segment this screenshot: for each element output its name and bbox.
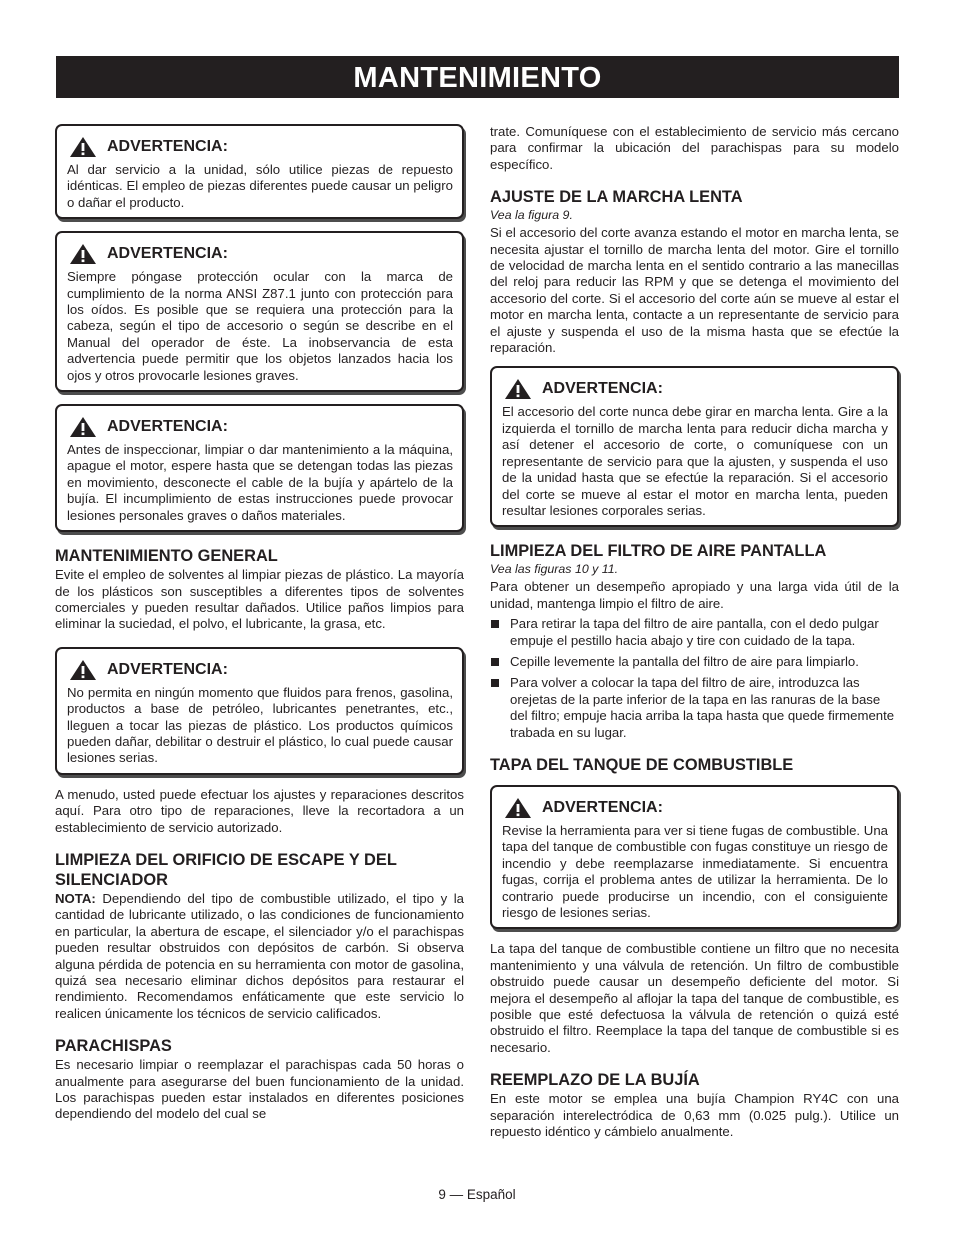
warning-triangle-icon <box>69 659 97 681</box>
page-footer: 9 — Español <box>438 1187 516 1202</box>
spark-arrestor-continued-text: trate. Comuníquese con el establecimiento de servicio más cercano para confirmar la ubicación del parachispas para su modelo específico. <box>490 124 899 172</box>
list-item <box>490 654 899 670</box>
warning-label: ADVERTENCIA: <box>542 380 663 398</box>
air-filter-text: Para obtener un desempeño apropiado y una larga vida útil de la unidad, mantenga limpio el filtro de aire. <box>490 579 899 611</box>
list-item-text: Para retirar la tapa del filtro de aire pantalla, con el dedo pulgar empuje el pestillo hacia abajo y tire con cuidado de la tapa. <box>510 616 879 648</box>
air-filter-steps <box>490 616 899 741</box>
warning-label: ADVERTENCIA: <box>107 245 228 263</box>
section-heading-spark-arrestor: PARACHISPAS <box>55 1037 172 1056</box>
exhaust-note-body: Dependiendo del tipo de combustible utilizado, el tipo y la cantidad de lubricante utilizado, o las condiciones de funcionamiento en particular, la abertura de escape, el silenciador y/o el parachispas pueden resultar obstruidos con depósitos de carbón. Si observa alguna pérdida de potencia en su herramienta con motor de gasolina, quizá sea necesario eliminar dichos depósitos para restaurar el rendimiento. Recomendamos enfáticamente que este servicio lo realicen únicamente los técnicos de servicio calificados. <box>55 890 464 1021</box>
section-heading-general-maintenance: MANTENIMIENTO GENERAL <box>55 547 278 566</box>
warning-text: No permita en ningún momento que fluidos para frenos, gasolina, productos a base de petróleo, lubricantes penetrantes, etc., lleguen a tocar las piezas de plástico. Los productos químicos pueden dañar, debilitar o destruir el plástico, lo cual puede causar lesiones serias. <box>67 684 453 766</box>
warning-text: Al dar servicio a la unidad, sólo utilice piezas de repuesto idénticas. El empleo de piezas diferentes puede causar un peligro o dañar el producto. <box>67 162 453 210</box>
note-label: NOTA: <box>55 890 96 906</box>
warning-triangle-icon <box>69 416 97 438</box>
right-column <box>490 124 899 1144</box>
section-heading-air-filter: LIMPIEZA DEL FILTRO DE AIRE PANTALLA <box>490 542 827 561</box>
warning-box-fuel-leaks <box>490 785 899 929</box>
spark-arrestor-text: Es necesario limpiar o reemplazar el parachispas cada 50 horas o anualmente para asegurarse del buen funcionamiento de la unidad. Los parachispas pueden estar instalados en diferentes posiciones dependiendo del modelo del cual se <box>55 1057 464 1122</box>
figure-reference: Vea las figuras 10 y 11. <box>490 562 619 577</box>
list-item <box>490 616 899 649</box>
warning-box-eye-protection <box>55 231 464 392</box>
warning-triangle-icon <box>69 136 97 158</box>
square-bullet-icon <box>491 679 499 687</box>
list-item <box>490 675 899 741</box>
warning-box-idle-cutting <box>490 366 899 527</box>
warning-box-chemicals <box>55 647 464 775</box>
warning-label: ADVERTENCIA: <box>107 660 228 678</box>
figure-reference: Vea la figura 9. <box>490 208 573 223</box>
general-maintenance-text: Evite el empleo de solventes al limpiar piezas de plástico. La mayoría de los plásticos son susceptibles a diferentes tipos de solventes comerciales y pueden resultar dañados. Utilice paños limpios para eliminar la suciedad, el polvo, el lubricante, la grasa, etc. <box>55 567 464 632</box>
warning-text: Antes de inspeccionar, limpiar o dar mantenimiento a la máquina, apague el motor, espere hasta que se detengan todas las piezas en movimiento, desconecte el cable de la bujía y apártelo de la bujía. El incumplimiento de estas instrucciones puede provocar lesiones personales graves o daños materiales. <box>67 442 453 523</box>
fuel-cap-text: La tapa del tanque de combustible contiene un filtro que no necesita mantenimiento y una válvula de retención. Un filtro de combustible obstruido puede causar un desempeño deficiente del motor. Si mejora el desempeño al aflojar la tapa del tanque de combustible, es posible que esté defectuosa la válvula de retención o quizá esté obstruido el filtro. Reemplace la tapa del tanque de combustible si es necesario. <box>490 941 899 1055</box>
warning-text: El accesorio del corte nunca debe girar en marcha lenta. Gire a la izquierda el tornillo de marcha lenta para reducir dicha marcha y así detener el accesorio de corte, o comuníquese con un representante de servicio para que la ajusten, y suspenda el uso de la unidad hasta que se efectúe la reparación. Si el accesorio del corte se mueve al estar el motor en marcha lenta, pueden resultar lesiones corporales serias. <box>502 404 888 518</box>
warning-triangle-icon <box>504 797 532 819</box>
warning-triangle-icon <box>504 378 532 400</box>
spark-plug-text: En este motor se emplea una bujía Champion RY4C con una separación interelectródica de 0,63 mm (0.025 pulg.). Utilice un repuesto idéntico y cámbielo anualmente. <box>490 1091 899 1140</box>
warning-text: Revise la herramienta para ver si tiene fugas de combustible. Una tapa del tanque de combustible con fugas constituye un riesgo de incendio y debe reemplazarse inmediatamente. Si encuentra fugas, corrija el problema antes de utilizar la herramienta. De lo contrario puede producirse un incendio, con el consiguiente riesgo de lesiones serias. <box>502 822 888 920</box>
warning-label: ADVERTENCIA: <box>107 418 228 436</box>
section-heading-fuel-cap: TAPA DEL TANQUE DE COMBUSTIBLE <box>490 755 794 774</box>
warning-box-stop-engine <box>55 404 464 532</box>
warning-box-replacement-parts <box>55 124 464 219</box>
service-note-text: A menudo, usted puede efectuar los ajustes y reparaciones descritos aquí. Para otro tipo de reparaciones, lleve la recortadora a un establecimiento de servicio autorizado. <box>55 786 464 835</box>
list-item-text: Para volver a colocar la tapa del filtro de aire, introduzca las orejetas de la parte inferior de la tapa en las ranuras de la base del filtro; empuje hacia arriba la tapa hasta que quede firmemente trabada en su lugar. <box>510 675 895 740</box>
idle-adjustment-text: Si el accesorio del corte avanza estando el motor en marcha lenta, se necesita ajustar el tornillo de marcha lenta del motor. Gire el tornillo de velocidad de marcha lenta en el sentido contrario a las manecillas del reloj para reducir las RPM y que se detenga el movimiento del accesorio del corte. Si el accesorio del corte aún se mueve al estar el motor en marcha lenta, contacte a un representante de servicio para el ajuste y suspenda el uso de la misma hasta que se efectúe la reparación. <box>490 225 899 356</box>
section-heading-idle-adjustment: AJUSTE DE LA MARCHA LENTA <box>490 188 743 207</box>
section-heading-exhaust-cleaning: LIMPIEZA DEL ORIFICIO DE ESCAPE Y DEL SILENCIADOR <box>55 850 397 889</box>
square-bullet-icon <box>491 658 499 666</box>
exhaust-cleaning-text <box>55 891 464 1022</box>
square-bullet-icon <box>491 620 499 628</box>
warning-text: Siempre póngase protección ocular con la marca de cumplimiento de la norma ANSI Z87.1 junto con protección para los oídos. Es posible que se requiera una protección para la cabeza, según el tipo de accesorio o según se describe en el Manual del operador de éste. La inobservancia de esta advertencia puede permitir que los objetos lanzados hacia los ojos y otros provocarle lesiones graves. <box>67 269 453 383</box>
left-column <box>55 124 464 1127</box>
section-heading-spark-plug: REEMPLAZO DE LA BUJÍA <box>490 1071 700 1090</box>
warning-label: ADVERTENCIA: <box>542 798 663 816</box>
page-title: MANTENIMIENTO <box>56 56 899 98</box>
warning-label: ADVERTENCIA: <box>107 138 228 155</box>
list-item-text: Cepille levemente la pantalla del filtro de aire para limpiarlo. <box>510 653 859 669</box>
warning-triangle-icon <box>69 243 97 265</box>
